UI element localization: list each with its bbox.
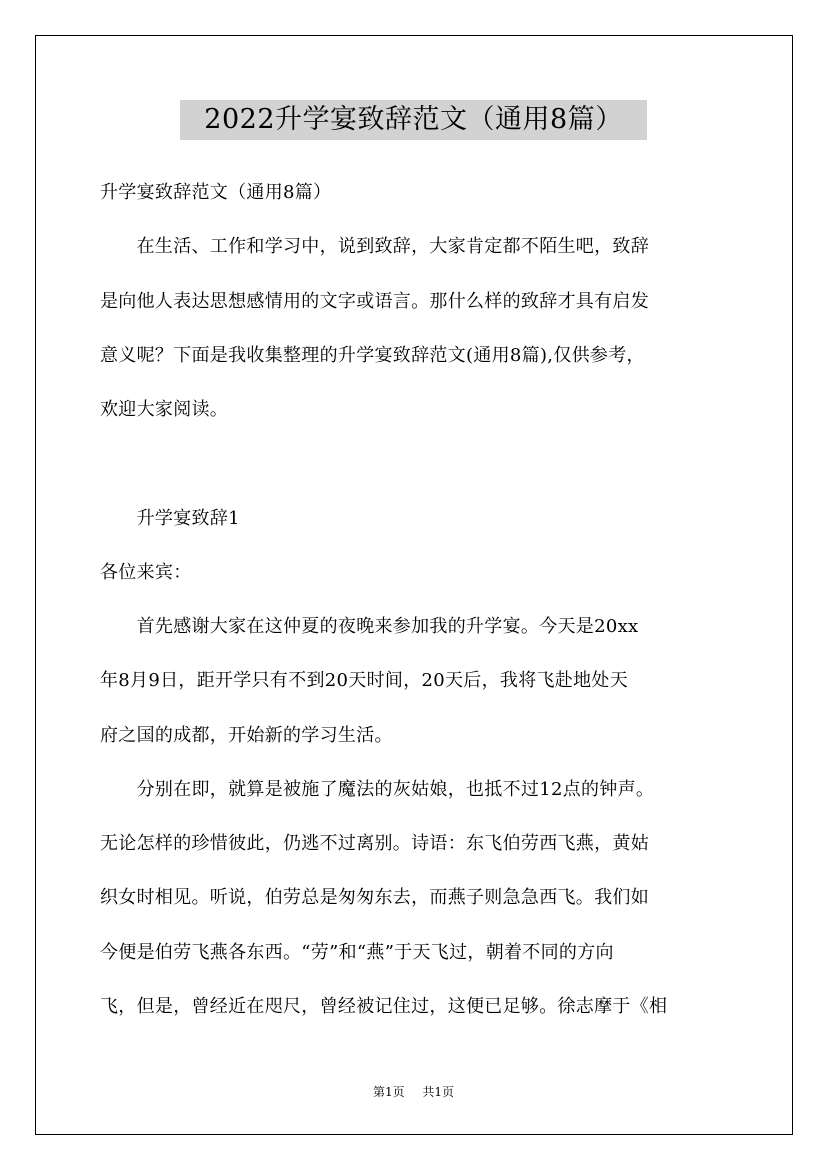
paragraph-line: 今便是伯劳飞燕各东西。“劳”和“燕”于天飞过，朝着不同的方向 [100, 942, 614, 963]
page-number: 第1页 [373, 1085, 405, 1099]
page-total: 共1页 [422, 1085, 454, 1099]
document-title: 2022升学宴致辞范文（通用8篇） [180, 100, 647, 140]
paragraph-line: 府之国的成都，开始新的学习生活。 [100, 725, 393, 746]
paragraph-line: 织女时相见。听说，伯劳总是匆匆东去，而燕子则急急西飞。我们如 [100, 887, 649, 908]
paragraph-line: 年8月9日，距开学只有不到20天时间，20天后，我将飞赴地处天 [100, 670, 629, 691]
section-heading: 升学宴致辞1 [100, 508, 240, 529]
paragraph-line: 分别在即，就算是被施了魔法的灰姑娘，也抵不过12点的钟声。 [100, 779, 655, 800]
paragraph-line: 是向他人表达思想感情用的文字或语言。那什么样的致辞才具有启发 [100, 291, 649, 312]
subtitle-line: 升学宴致辞范文（通用8篇） [100, 182, 332, 203]
paragraph-line: 意义呢？下面是我收集整理的升学宴致辞范文(通用8篇),仅供参考， [100, 345, 645, 366]
paragraph-line: 在生活、工作和学习中，说到致辞，大家肯定都不陌生吧，致辞 [100, 236, 649, 257]
page-footer [0, 1083, 827, 1100]
paragraph-line: 首先感谢大家在这仲夏的夜晚来参加我的升学宴。今天是20xx [100, 616, 639, 637]
paragraph-line: 飞，但是，曾经近在咫尺，曾经被记住过，这便已足够。徐志摩于《相 [100, 996, 668, 1017]
paragraph-line: 无论怎样的珍惜彼此，仍逃不过离别。诗语：东飞伯劳西飞燕，黄姑 [100, 833, 649, 854]
paragraph-line: 欢迎大家阅读。 [100, 399, 229, 420]
salutation-line: 各位来宾： [100, 562, 192, 583]
